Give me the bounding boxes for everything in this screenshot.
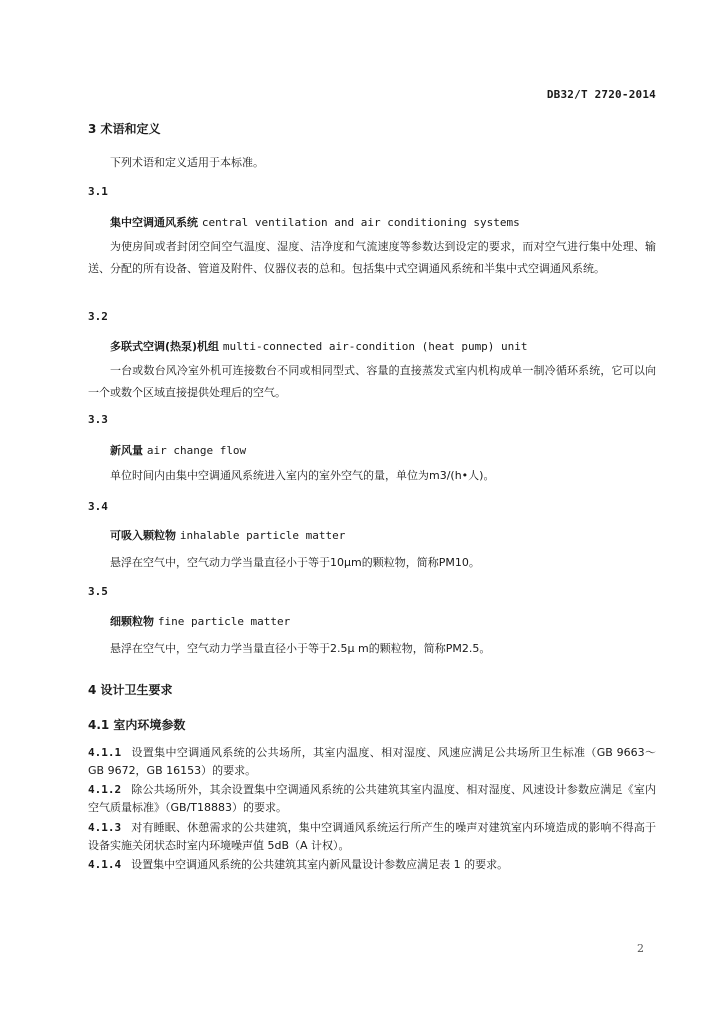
clause-number: 4.1.3 xyxy=(88,821,122,834)
term-heading xyxy=(110,442,246,458)
clause xyxy=(88,781,656,817)
term-definition: 悬浮在空气中，空气动力学当量直径小于等于2.5μ m的颗粒物，简称PM2.5。 xyxy=(110,642,491,655)
section-4-title: 4 设计卫生要求 xyxy=(88,683,173,697)
term-definition: 单位时间内由集中空调通风系统进入室内的室外空气的量，单位为m3/(h•人)。 xyxy=(110,469,495,482)
term-number: 3.1 xyxy=(88,185,108,198)
term-zh: 可吸入颗粒物 xyxy=(110,529,176,542)
subsection-4-1-title: 4.1 室内环境参数 xyxy=(88,718,186,732)
term-definition: 为使房间或者封闭空间空气温度、湿度、洁净度和气流速度等参数达到设定的要求，而对空气进行集中处理、输送、分配的所有设备、管道及附件、仪器仪表的总和。包括集中式空调通风系统和半集中式空调通风系统。 xyxy=(88,240,656,275)
term-en: multi-connected air-condition (heat pump) unit xyxy=(222,340,528,353)
term-zh: 集中空调通风系统 xyxy=(110,216,198,229)
term-en: air change flow xyxy=(146,444,247,457)
term-definition: 一台或数台风冷室外机可连接数台不同或相同型式、容量的直接蒸发式室内机构成单一制冷循环系统，它可以向一个或数个区域直接提供处理后的空气。 xyxy=(88,364,656,399)
section-3-intro: 下列术语和定义适用于本标准。 xyxy=(110,156,264,169)
term-definition: 悬浮在空气中，空气动力学当量直径小于等于10μm的颗粒物，简称PM10。 xyxy=(110,556,480,569)
clause-text: 对有睡眠、休憩需求的公共建筑，集中空调通风系统运行所产生的噪声对建筑室内环境造成的影响不得高于设备实施关闭状态时室内环境噪声值 5dB（A 计权）。 xyxy=(88,821,656,852)
term-zh: 新风量 xyxy=(110,444,143,457)
clause-number: 4.1.1 xyxy=(88,746,122,759)
clause xyxy=(88,856,656,874)
term-heading xyxy=(110,613,290,629)
term-heading xyxy=(110,527,345,543)
clause-text: 设置集中空调通风系统的公共场所，其室内温度、相对湿度、风速应满足公共场所卫生标准（GB 9663～GB 9672，GB 16153）的要求。 xyxy=(88,746,656,777)
term-number: 3.2 xyxy=(88,310,108,323)
document-code: DB32/T 2720-2014 xyxy=(546,88,656,101)
clause-number: 4.1.4 xyxy=(88,858,122,871)
section-3-title: 3 术语和定义 xyxy=(88,122,161,136)
clause-number: 4.1.2 xyxy=(88,783,122,796)
term-en: inhalable particle matter xyxy=(179,529,346,542)
term-heading xyxy=(110,338,528,354)
term-number: 3.5 xyxy=(88,585,108,598)
clause-text: 设置集中空调通风系统的公共建筑其室内新风量设计参数应满足表 1 的要求。 xyxy=(131,858,509,871)
term-heading xyxy=(110,214,520,230)
term-number: 3.4 xyxy=(88,500,108,513)
term-en: central ventilation and air conditioning systems xyxy=(201,216,520,229)
clause-text: 除公共场所外，其余设置集中空调通风系统的公共建筑其室内温度、相对湿度、风速设计参数应满足《室内空气质量标准》（GB/T18883）的要求。 xyxy=(88,783,656,814)
term-zh: 细颗粒物 xyxy=(110,615,154,628)
clause xyxy=(88,744,656,780)
clause xyxy=(88,819,656,855)
term-zh: 多联式空调(热泵)机组 xyxy=(110,340,220,353)
term-en: fine particle matter xyxy=(157,615,291,628)
page-number: 2 xyxy=(637,942,644,955)
term-number: 3.3 xyxy=(88,413,108,426)
